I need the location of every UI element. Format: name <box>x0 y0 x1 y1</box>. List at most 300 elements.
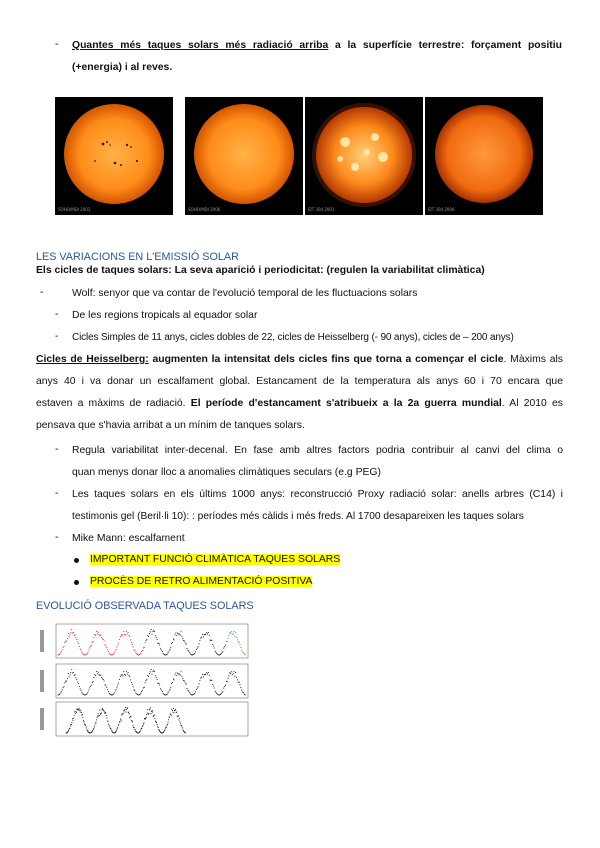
chart-point <box>99 710 100 711</box>
chart-point <box>121 720 122 721</box>
chart-point <box>107 649 108 650</box>
chart-point <box>160 648 161 649</box>
chart-point <box>64 642 65 643</box>
chart-point <box>103 710 104 711</box>
chart-point <box>73 672 74 673</box>
chart-point <box>107 720 108 721</box>
chart-point <box>140 731 141 732</box>
chart-point <box>66 641 67 642</box>
chart-point <box>224 646 225 647</box>
chart-point <box>128 672 129 673</box>
chart-point <box>173 679 174 680</box>
chart-point <box>179 674 180 675</box>
chart-point <box>216 692 217 693</box>
chart-point <box>123 712 124 713</box>
chart-point <box>164 730 165 731</box>
chart-point <box>240 687 241 688</box>
chart-point <box>193 654 194 655</box>
chart-point <box>221 653 222 654</box>
chart-point <box>145 642 146 643</box>
chart-point <box>149 633 150 634</box>
chart-point <box>75 677 76 678</box>
chart-point <box>216 693 217 694</box>
chart-point <box>199 680 200 681</box>
chart-point <box>166 727 167 728</box>
chart-point <box>186 684 187 685</box>
chart-point <box>75 711 76 712</box>
chart-point <box>208 672 209 673</box>
subitem2-line1: Les taques solars en els últims 1000 anys: reconstrucció Proxy radiació solar: anells arbres (C14) i <box>72 489 563 500</box>
chart-point <box>126 631 127 632</box>
chart-point <box>185 682 186 683</box>
chart-point <box>155 635 156 636</box>
chart-point <box>185 732 186 733</box>
chart-point <box>188 691 189 692</box>
chart-point <box>75 713 76 714</box>
chart-point <box>157 679 158 680</box>
chart-point <box>142 726 143 727</box>
chart-point <box>179 718 180 719</box>
chart-point <box>86 727 87 728</box>
chart-point <box>80 648 81 649</box>
chart-point <box>225 685 226 686</box>
chart-point <box>139 694 140 695</box>
chart-point <box>228 675 229 676</box>
chart-point <box>159 644 160 645</box>
chart-point <box>227 681 228 682</box>
chart-axis-label-smudge <box>40 708 44 730</box>
chart-point <box>231 631 232 632</box>
chart-point <box>121 675 122 676</box>
chart-point <box>146 714 147 715</box>
chart-point <box>67 678 68 679</box>
chart-point <box>100 675 101 676</box>
chart-point <box>171 683 172 684</box>
chart-point <box>94 634 95 635</box>
chart-point <box>214 647 215 648</box>
chart-point <box>172 682 173 683</box>
chart-point <box>213 645 214 646</box>
chart-point <box>201 637 202 638</box>
chart-point <box>223 648 224 649</box>
chart-point <box>169 649 170 650</box>
chart-point <box>152 712 153 713</box>
highlight1-line <box>90 553 340 567</box>
chart-point <box>186 644 187 645</box>
chart-point <box>74 715 75 716</box>
chart-point <box>171 643 172 644</box>
chart-point <box>163 731 164 732</box>
chart-point <box>150 707 151 708</box>
chart-point <box>235 672 236 673</box>
chart-point <box>125 675 126 676</box>
chart-point <box>82 693 83 694</box>
chart-point <box>116 729 117 730</box>
chart-point <box>142 725 143 726</box>
chart-point <box>142 690 143 691</box>
chart-point <box>87 731 88 732</box>
chart-point <box>208 632 209 633</box>
chart-point <box>86 654 87 655</box>
chart-point <box>185 642 186 643</box>
item1-text: Wolf: senyor que va contar de l'evolució temporal de les fluctuacions solars <box>72 288 418 299</box>
top-bold-phrase: Quantes més taques solars més radiació arriba <box>72 40 329 51</box>
chart-point <box>243 692 244 693</box>
chart-point <box>100 635 101 636</box>
chart-point <box>133 686 134 687</box>
chart-point <box>80 710 81 711</box>
heis-line2: anys 40 i va donar un escalfament global. Estancament de la temperatura als anys 60 i 70 encara que <box>36 376 563 387</box>
chart-point <box>229 672 230 673</box>
chart-point <box>132 721 133 722</box>
chart-point <box>69 676 70 677</box>
chart-point <box>156 722 157 723</box>
chart-point <box>192 694 193 695</box>
chart-point <box>245 654 246 655</box>
chart-point <box>224 686 225 687</box>
sun-image-3 <box>305 97 423 215</box>
chart-point <box>153 670 154 671</box>
chart-point <box>145 682 146 683</box>
chart-point <box>172 711 173 712</box>
chart-point <box>71 724 72 725</box>
chart-point <box>69 634 70 635</box>
chart-point <box>152 631 153 632</box>
chart-point <box>187 690 188 691</box>
chart-point <box>134 689 135 690</box>
chart-point <box>241 650 242 651</box>
sun-image-2 <box>185 97 303 215</box>
chart-point <box>113 654 114 655</box>
chart-point <box>126 671 127 672</box>
chart-point <box>122 675 123 676</box>
chart-point <box>107 689 108 690</box>
chart-point <box>169 690 170 691</box>
chart-point <box>184 641 185 642</box>
chart-point <box>177 673 178 674</box>
chart-point <box>88 689 89 690</box>
chart-point <box>166 694 167 695</box>
chart-point <box>212 684 213 685</box>
chart-point <box>188 651 189 652</box>
chart-point <box>116 647 117 648</box>
chart-point <box>233 673 234 674</box>
chart-point <box>168 719 169 720</box>
sun-image-4 <box>425 97 543 215</box>
chart-point <box>68 730 69 731</box>
chart-point <box>92 641 93 642</box>
chart-point <box>174 679 175 680</box>
chart-point <box>198 686 199 687</box>
chart-point <box>82 714 83 715</box>
chart-point <box>159 730 160 731</box>
chart-point <box>105 645 106 646</box>
chart-point <box>124 634 125 635</box>
chart-point <box>76 712 77 713</box>
chart-point <box>175 632 176 633</box>
chart-point <box>78 709 79 710</box>
chart-point <box>93 637 94 638</box>
heis-line1-rest: . Màxims als <box>503 354 564 365</box>
chart-point <box>212 644 213 645</box>
chart-point <box>176 635 177 636</box>
chart-point <box>180 675 181 676</box>
chart-point <box>97 673 98 674</box>
chart-point <box>122 635 123 636</box>
heis-line3-bold: El període d'estancament s'atribueix a la 2a guerra mundial <box>190 398 502 409</box>
chart-point <box>144 647 145 648</box>
heis-bold-1: augmenten la intensitat dels cicles fins que torna a començar el cicle <box>148 354 504 365</box>
chart-point <box>140 653 141 654</box>
chart-point <box>242 651 243 652</box>
highlight1-text: IMPORTANT FUNCIÓ CLIMÀTICA TAQUES SOLARS <box>90 554 341 565</box>
chart-point <box>234 636 235 637</box>
chart-point <box>128 712 129 713</box>
chart-point <box>130 639 131 640</box>
chart-point <box>193 694 194 695</box>
chart-point <box>206 632 207 633</box>
chart-point <box>102 638 103 639</box>
chart-point <box>88 649 89 650</box>
chart-point <box>62 649 63 650</box>
chart-point <box>211 640 212 641</box>
chart-point <box>223 688 224 689</box>
chart-point <box>182 727 183 728</box>
chart-point <box>61 691 62 692</box>
chart-point <box>123 710 124 711</box>
chart-point <box>68 673 69 674</box>
chart-point <box>200 678 201 679</box>
chart-point <box>140 729 141 730</box>
chart-point <box>222 651 223 652</box>
chart-point <box>146 639 147 640</box>
chart-point <box>170 687 171 688</box>
chart-point <box>87 692 88 693</box>
chart-point <box>228 635 229 636</box>
chart-point <box>118 723 119 724</box>
chart-point <box>76 679 77 680</box>
chart-point <box>128 675 129 676</box>
chart-point <box>92 681 93 682</box>
chart-point <box>148 713 149 714</box>
chart-point <box>151 674 152 675</box>
chart-point <box>147 675 148 676</box>
chart-point <box>151 713 152 714</box>
chart-point <box>101 713 102 714</box>
chart-point <box>159 684 160 685</box>
chart-point <box>201 677 202 678</box>
chart-point <box>167 722 168 723</box>
subitem1-line1: Regula variabilitat inter-decenal. En fase amb altres factors podria contribuir al canvi del clima o <box>72 445 563 456</box>
chart-point <box>163 653 164 654</box>
chart-point <box>98 632 99 633</box>
chart-point <box>232 674 233 675</box>
chart-point <box>183 730 184 731</box>
chart-point <box>104 711 105 712</box>
chart-point <box>68 633 69 634</box>
chart-point <box>108 724 109 725</box>
chart-point <box>129 676 130 677</box>
chart-point <box>82 653 83 654</box>
chart-point <box>94 724 95 725</box>
chart-point <box>133 646 134 647</box>
highlight2-text: PROCÈS DE RETRO ALIMENTACIÓ POSITIVA <box>90 576 313 587</box>
chart-point <box>62 689 63 690</box>
chart-point <box>169 650 170 651</box>
chart-point <box>93 677 94 678</box>
chart-point <box>182 728 183 729</box>
chart-point <box>127 633 128 634</box>
chart-point <box>95 722 96 723</box>
chart-point <box>222 692 223 693</box>
chart-point <box>96 719 97 720</box>
chart-point <box>149 673 150 674</box>
chart-point <box>162 651 163 652</box>
chart-point <box>59 654 60 655</box>
chart-point <box>74 711 75 712</box>
chart-point <box>190 653 191 654</box>
section2-heading: EVOLUCIÓ OBSERVADA TAQUES SOLARS <box>36 600 254 612</box>
sunspot-charts-figure <box>36 614 254 738</box>
chart-point <box>209 675 210 676</box>
chart-point <box>114 652 115 653</box>
chart-point <box>73 720 74 721</box>
chart-point <box>189 652 190 653</box>
chart-point <box>83 721 84 722</box>
chart-point <box>80 711 81 712</box>
chart-point <box>232 634 233 635</box>
chart-point <box>119 639 120 640</box>
chart-point <box>98 672 99 673</box>
chart-point <box>134 690 135 691</box>
chart-point <box>199 640 200 641</box>
chart-point <box>78 683 79 684</box>
chart-point <box>172 710 173 711</box>
chart-point <box>100 714 101 715</box>
chart-point <box>147 709 148 710</box>
chart-point <box>158 683 159 684</box>
chart-point <box>89 687 90 688</box>
subitem3-dash: - <box>55 532 59 543</box>
chart-point <box>151 634 152 635</box>
chart-point <box>197 648 198 649</box>
chart-axis-label-smudge <box>40 670 44 692</box>
chart-point <box>152 710 153 711</box>
sun-image-2-caption: SOHO/MDI 2006 <box>188 207 221 212</box>
chart-point <box>170 647 171 648</box>
chart-point <box>128 632 129 633</box>
chart-point <box>153 630 154 631</box>
chart-point <box>117 727 118 728</box>
chart-point <box>222 652 223 653</box>
chart-point <box>182 678 183 679</box>
chart-point <box>242 691 243 692</box>
chart-point <box>69 674 70 675</box>
chart-point <box>147 635 148 636</box>
chart-point <box>83 720 84 721</box>
chart-point <box>139 654 140 655</box>
chart-point <box>149 708 150 709</box>
sun-image-4-caption: EIT 304 2006 <box>428 207 455 212</box>
top-paragraph-line1 <box>72 39 562 53</box>
chart-point <box>135 692 136 693</box>
chart-point <box>113 694 114 695</box>
chart-point <box>105 685 106 686</box>
chart-point <box>79 708 80 709</box>
chart-point <box>70 725 71 726</box>
chart-point <box>63 646 64 647</box>
chart-point <box>233 633 234 634</box>
chart-point <box>101 677 102 678</box>
chart-point <box>63 647 64 648</box>
chart-point <box>145 640 146 641</box>
chart-point <box>67 638 68 639</box>
chart-point <box>116 649 117 650</box>
chart-point <box>173 712 174 713</box>
chart-point <box>111 729 112 730</box>
chart-point <box>239 682 240 683</box>
chart-point <box>200 638 201 639</box>
chart-point <box>234 676 235 677</box>
chart-point <box>116 731 117 732</box>
chart-point <box>180 635 181 636</box>
chart-point <box>115 650 116 651</box>
chart-point <box>109 725 110 726</box>
chart-point <box>228 678 229 679</box>
chart-point <box>154 714 155 715</box>
chart-point <box>150 631 151 632</box>
chart-point <box>117 644 118 645</box>
chart-point <box>181 676 182 677</box>
subitem1-dash: - <box>55 444 59 455</box>
chart-point <box>106 647 107 648</box>
chart-point <box>73 718 74 719</box>
chart-point <box>158 643 159 644</box>
chart-point <box>151 629 152 630</box>
chart-point <box>172 642 173 643</box>
chart-point <box>240 647 241 648</box>
chart-point <box>175 674 176 675</box>
chart-point <box>117 684 118 685</box>
chart-point <box>98 634 99 635</box>
chart-point <box>245 694 246 695</box>
chart-point <box>196 689 197 690</box>
chart-point <box>169 717 170 718</box>
chart-point <box>136 653 137 654</box>
chart-point <box>85 725 86 726</box>
chart-point <box>144 687 145 688</box>
chart-point <box>81 690 82 691</box>
chart-point <box>69 728 70 729</box>
chart-point <box>181 636 182 637</box>
chart-point <box>122 674 123 675</box>
chart-point <box>73 632 74 633</box>
chart-point <box>111 730 112 731</box>
chart-point <box>114 692 115 693</box>
chart-point <box>127 673 128 674</box>
chart-point <box>90 646 91 647</box>
chart-point <box>97 715 98 716</box>
chart-point <box>120 719 121 720</box>
chart-point <box>141 691 142 692</box>
chart-point <box>60 692 61 693</box>
chart-point <box>135 652 136 653</box>
heis-line3-a: estaven a màxims de radiació. <box>36 398 191 409</box>
chart-point <box>87 693 88 694</box>
chart-point <box>198 683 199 684</box>
chart-point <box>187 650 188 651</box>
chart-point <box>94 726 95 727</box>
